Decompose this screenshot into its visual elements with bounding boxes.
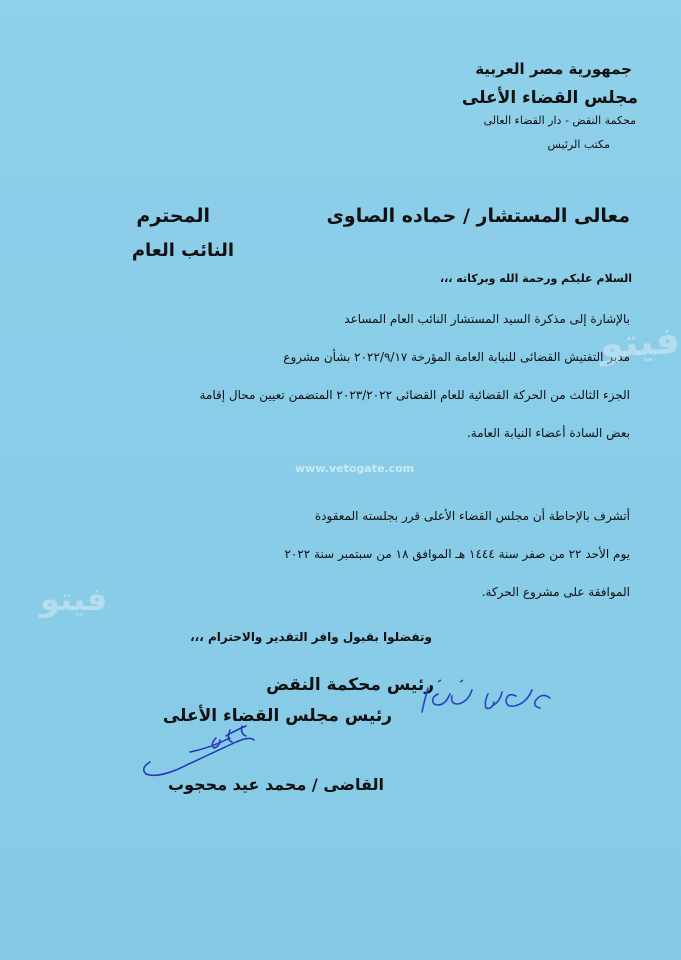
signature-scribble <box>130 722 270 782</box>
body-line: الموافقة على مشروع الحركة. <box>481 585 630 599</box>
letterhead-court: محكمة النقض - دار القضاء العالى <box>483 114 636 127</box>
letterhead-country: جمهورية مصر العربية <box>475 60 632 78</box>
watermark-logo-left: فيتو <box>40 580 108 618</box>
body-line: الجزء الثالث من الحركة القضائية للعام القضائى ٢٠٢٣/٢٠٢٢ المتضمن تعيين محال إقامة <box>199 388 630 402</box>
letterhead-office: مكتب الرئيس <box>547 138 610 151</box>
recipient-honorific: المحترم <box>136 205 210 227</box>
closing-line: وتفضلوا بقبول وافر التقدير والاحترام ،،، <box>190 630 432 644</box>
watermark-logo: فيتو <box>598 317 681 367</box>
recipient-position: النائب العام <box>131 240 234 261</box>
signature-title-court: رئيس محكمة النقض <box>266 675 434 695</box>
body-line: بعض السادة أعضاء النيابة العامة. <box>466 426 630 440</box>
signature-name: القاضى / محمد عيد محجوب <box>168 775 384 794</box>
watermark-site: www.vetogate.com <box>295 462 415 475</box>
body-line: بالإشارة إلى مذكرة السيد المستشار النائب العام المساعد <box>344 312 630 326</box>
greeting: السلام عليكم ورحمة الله وبركاته ،،، <box>439 272 632 285</box>
body-paragraph-2 <box>40 497 630 611</box>
body-line: أتشرف بالإحاطة أن مجلس القضاء الأعلى قرر بجلسته المعقودة <box>314 509 630 523</box>
recipient-name: معالى المستشار / حماده الصاوى <box>326 205 630 227</box>
body-line: مدير التفتيش القضائى للنيابة العامة المؤرخة ٢٠٢٢/٩/١٧ بشأن مشروع <box>283 350 630 364</box>
letterhead-council: مجلس القضاء الأعلى <box>461 88 638 108</box>
signature-title-council: رئيس مجلس القضاء الأعلى <box>162 706 392 726</box>
handwritten-note <box>410 680 560 725</box>
body-line: يوم الأحد ٢٢ من صفر سنة ١٤٤٤ هـ الموافق ١٨ من سبتمبر سنة ٢٠٢٢ <box>284 547 630 561</box>
body-paragraph-1 <box>40 300 630 452</box>
